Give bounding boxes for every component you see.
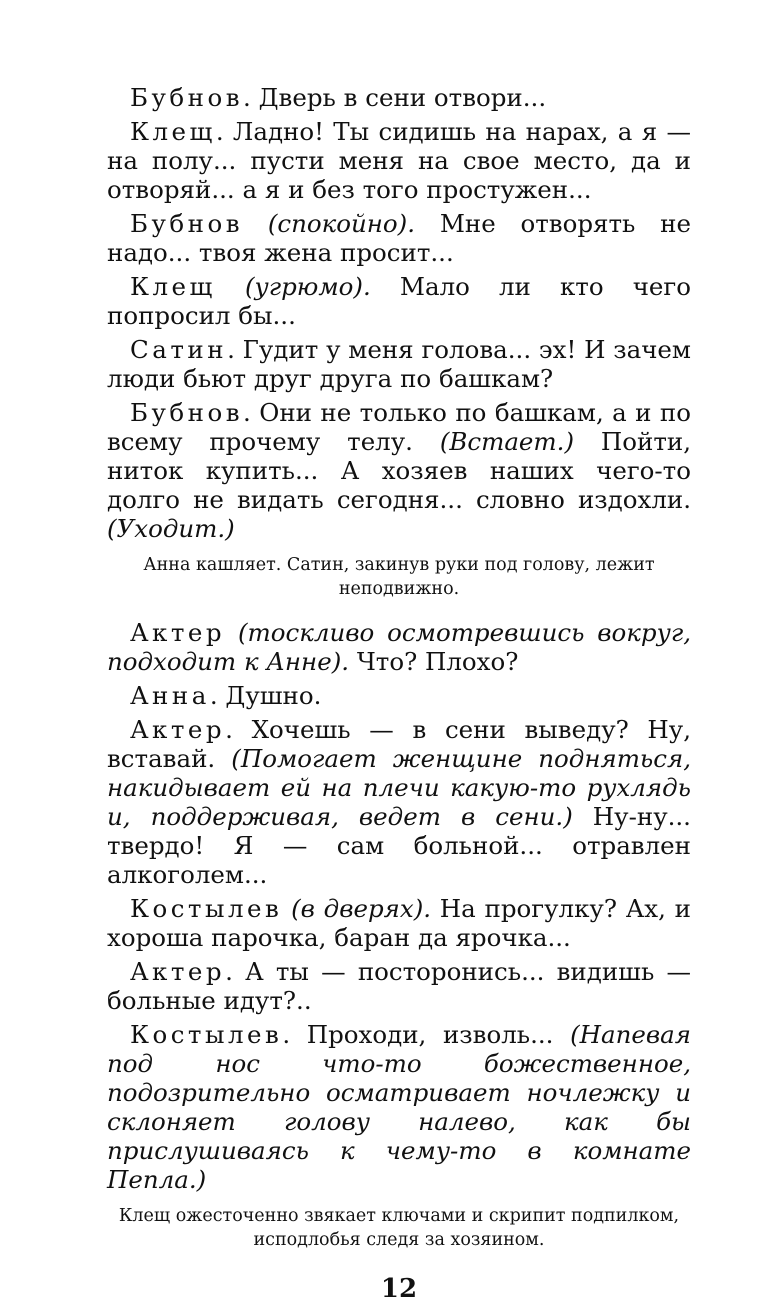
stage-note: Клещ ожесточенно звякает ключами и скрипит подпилком, исподлобья следя за хозяином. [118, 1206, 680, 1250]
speaker-name: Актер [130, 618, 226, 647]
speaker-name: Костылев [130, 894, 283, 923]
speaker-name: Бубнов [130, 209, 244, 238]
dialogue-line [107, 894, 691, 952]
dialogue-line [107, 335, 691, 393]
speaker-name: Анна [130, 681, 210, 710]
speaker-name: Бубнов [130, 83, 244, 112]
speaker-name: Актер [130, 957, 226, 986]
dialogue-line [107, 398, 691, 543]
line-text: . Дверь в сени отвори... [243, 83, 547, 112]
page-number: 12 [380, 1274, 418, 1304]
stage-direction: (в дверях). [291, 894, 432, 923]
dialogue-line [107, 1020, 691, 1194]
line-text: Мало ли кто чего попросил бы... [107, 272, 692, 330]
stage-note: Анна кашляет. Сатин, закинув руки под голову, лежит неподвижно. [143, 555, 655, 599]
stage-direction: (тоскливо осмотревшись вокруг, подходит к Анне). [107, 618, 691, 676]
line-text: . Душно. [209, 681, 322, 710]
stage-direction: (Уходит.) [107, 514, 235, 543]
line-text: Пойти, ниток купить... А хозяев наших чего-то долго не видать сегодня... словно издохли. [107, 427, 691, 514]
line-text: . Они не только по башкам, а и по всему прочему телу. [107, 398, 691, 456]
line-text: Мне отворять не надо... твоя жена просит... [107, 209, 691, 267]
dialogue-line [107, 272, 691, 330]
dialogue-line [107, 83, 691, 112]
stage-direction: (спокойно). [267, 209, 416, 238]
line-text: На прогулку? Ах, и хороша парочка, баран да ярочка... [107, 894, 691, 952]
dialogue-line [107, 209, 691, 267]
dialogue-line [107, 957, 691, 1015]
line-text: . Проходи, изволь... [282, 1020, 571, 1049]
speaker-name: Сатин [130, 335, 228, 364]
speaker-name: Клещ [130, 272, 216, 301]
dialogue-line [107, 681, 691, 710]
line-text: Что? Плохо? [349, 647, 519, 676]
speaker-name: Костылев [130, 1020, 283, 1049]
stage-direction: (угрюмо). [244, 272, 371, 301]
speaker-name: Актер [130, 715, 226, 744]
dialogue-line [107, 618, 691, 676]
speaker-name: Бубнов [130, 398, 244, 427]
play-text [107, 83, 691, 1304]
dialogue-line [107, 715, 691, 889]
line-text: . А ты — посторонись... видишь — больные идут?.. [107, 957, 691, 1015]
stage-direction: (Помогает женщине подняться, накидывает ей на плечи какую-то рухлядь и, поддерживая, ведет в сени.) [107, 744, 691, 831]
line-text: Ну-ну... твердо! Я — сам больной... отравлен алкоголем... [107, 802, 691, 889]
line-text: . Хочешь — в сени выведу? Ну, вставай. [107, 715, 691, 773]
stage-direction: (Напевая под нос что-то божественное, подозрительно осматривает ночлежку и склоняет голову налево, как бы прислушиваясь к чему-то в комнате Пепла.) [107, 1020, 691, 1194]
line-text: . Гудит у меня голова... эх! И зачем люди бьют друг друга по башкам? [107, 335, 691, 393]
dialogue-line [107, 117, 691, 204]
stage-direction: (Встает.) [439, 427, 575, 456]
line-text: . Ладно! Ты сидишь на нарах, а я — на полу... пусти меня на свое место, да и отворяй... а я и без того простужен... [107, 117, 691, 204]
speaker-name: Клещ [130, 117, 216, 146]
